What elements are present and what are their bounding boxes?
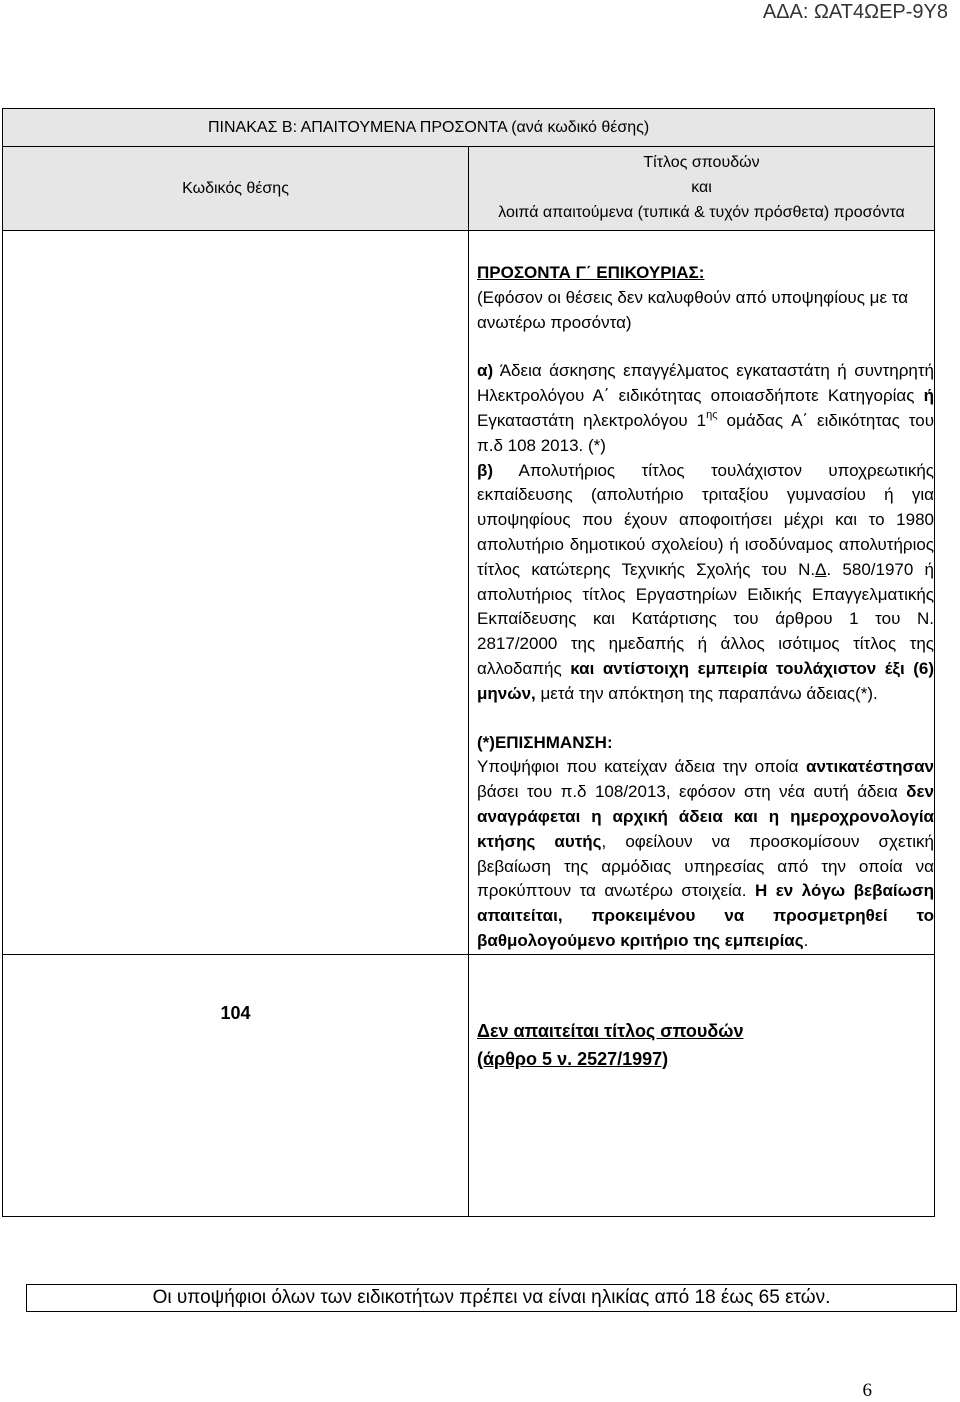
note-part: δεν αναγράφεται η αρχική άδεια και η ημεροχρονολογία κτήσης αυτής [477, 782, 934, 851]
note-part: Η εν λόγω βεβαίωση απαιτείται, προκειμένου να προσμετρηθεί το βαθμολογούμενο κριτήριο της εμπειρίας [477, 881, 934, 950]
section-subheading: (Εφόσον οι θέσεις δεν καλυφθούν από υποψηφίους με τα ανωτέρω προσόντα) [477, 287, 909, 332]
experience-requirement: και αντίστοιχη εμπειρία τουλάχιστον έξι (6) μηνών, [477, 658, 934, 703]
qualification-a-text: ομάδας Α΄ ειδικότητας του π.δ 108 2013. (*) [477, 410, 934, 455]
page-number: 6 [862, 1380, 872, 1401]
note-part: Υποψήφιοι που κατείχαν άδεια την οποία [477, 757, 799, 777]
table-row [3, 954, 935, 1216]
qualification-b-text: Απολυτήριος τίτλος τουλάχιστον υποχρεωτικής εκπαίδευσης (απολυτήριο τριταξίου γυμνασίου ή για υποψηφίους που έχουν αποφοιτήσει μέχρι και το 1980 απολυτήριο δημοτικού σχολείου) ή ισοδύναμος απολυτήριος τίτλος κατώτερης Τεχνικής Σχολής του Ν. [477, 460, 934, 579]
code-cell-empty [3, 231, 469, 955]
qualifications-cell [469, 954, 935, 1216]
qualifications-cell [469, 231, 935, 955]
note-part: . [803, 930, 809, 950]
column-header-line: Τίτλος σπουδών [643, 154, 760, 171]
column-header-title [469, 147, 935, 231]
qualification-b-text: μετά την απόκτηση της παραπάνω άδειας(*). [540, 683, 878, 703]
or-word: ή [923, 386, 934, 406]
qualification-a-text: Εγκαταστάτη ηλεκτρολόγου 1 [477, 410, 707, 430]
note-heading: (*)ΕΠΙΣΗΜΑΝΣΗ: [477, 732, 613, 752]
table-title: ΠΙΝΑΚΑΣ Β: ΑΠΑΙΤΟΥΜΕΝΑ ΠΡΟΣΟΝΤΑ (ανά κωδικό θέσης) [3, 109, 935, 147]
qualification-b-text: . 580/1970 ή απολυτήριος τίτλος Εργαστηρίων Ειδικής Επαγγελματικής Εκπαίδευσης και Κατάρτισης του άρθρου 1 του Ν. 2817/2000 της ημεδαπής ή άλλος ισότιμος τίτλος της αλλοδαπής [477, 559, 934, 678]
table-title-row [3, 109, 935, 147]
note-part: αντικατέστησαν [806, 757, 934, 777]
column-header-code: Κωδικός θέσης [3, 147, 469, 231]
column-header-line: λοιπά απαιτούμενα (τυπικά & τυχόν πρόσθετα) προσόντα [498, 204, 905, 221]
delta-letter: Δ [815, 559, 827, 579]
note-text [477, 755, 934, 953]
section-heading: ΠΡΟΣΟΝΤΑ Γ΄ ΕΠΙΚΟΥΡΙΑΣ: [477, 263, 705, 282]
table-row [3, 231, 935, 955]
requirements-table [2, 108, 935, 1217]
no-degree-required: Δεν απαιτείται τίτλος σπουδών [477, 1020, 744, 1041]
law-reference: (άρθρο 5 ν. 2527/1997) [477, 1048, 669, 1069]
table-header-row [3, 147, 935, 231]
column-header-line: και [691, 179, 712, 196]
note-part: , οφείλουν να προσκομίσουν σχετική βεβαίωση της αρμόδιας υπηρεσίας από την οποία να προκύπτουν τα ανωτέρω στοιχεία. [477, 831, 935, 901]
age-requirement-note: Οι υποψήφιοι όλων των ειδικοτήτων πρέπει να είναι ηλικίας από 18 έως 65 ετών. [26, 1284, 957, 1312]
note-part: βάσει του π.δ 108/2013, εφόσον στη νέα αυτή άδεια [477, 782, 898, 802]
item-label-b: β) [477, 460, 494, 480]
item-label-a: α) [477, 361, 494, 381]
qualification-a-text: Άδεια άσκησης επαγγέλματος εγκαταστάτη ή συντηρητή Ηλεκτρολόγου Α΄ ειδικότητας οποιασδήποτε Κατηγορίας [477, 361, 934, 406]
ada-code: ΑΔΑ: ΩΑΤ4ΩΕΡ-9Υ8 [762, 1, 948, 23]
position-code: 104 [3, 954, 469, 1216]
qualification-a [477, 359, 934, 458]
qualification-b [477, 459, 934, 707]
superscript: ης [706, 408, 718, 421]
